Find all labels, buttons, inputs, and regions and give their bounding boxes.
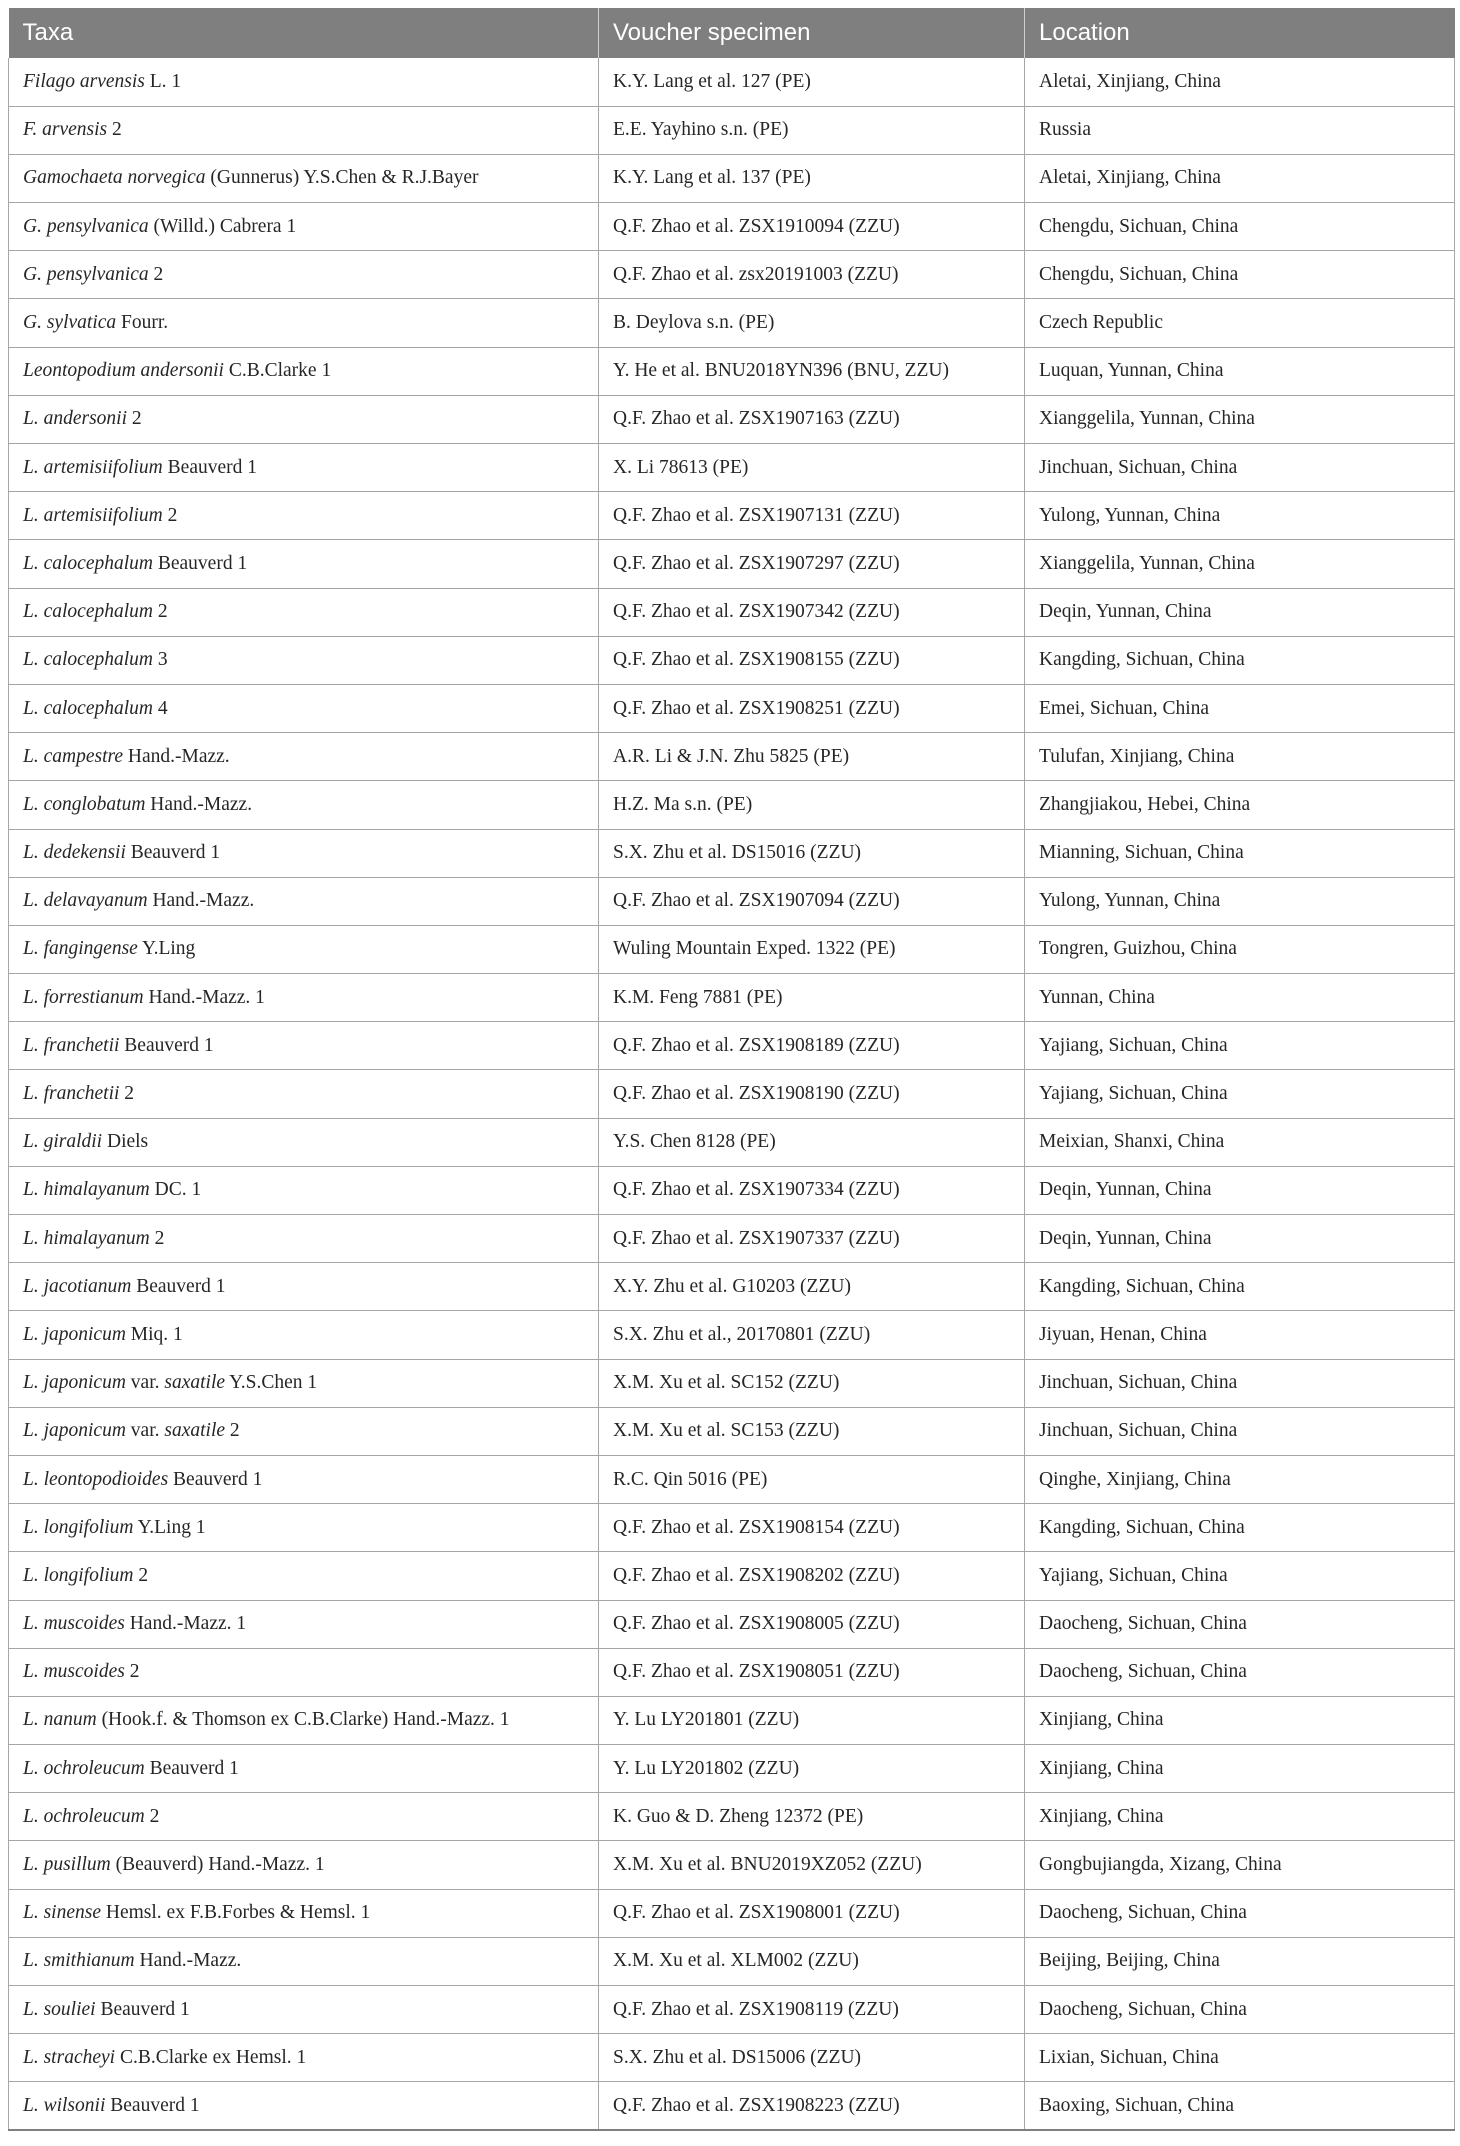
voucher-cell: X.M. Xu et al. SC152 (ZZU) [599, 1359, 1025, 1407]
taxa-cell [9, 1745, 599, 1793]
voucher-cell: R.C. Qin 5016 (PE) [599, 1455, 1025, 1503]
taxon-authority: Beauverd 1 [162, 456, 257, 478]
table-row [9, 1986, 1455, 2034]
taxon-name-italic: L. japonicum [23, 1323, 126, 1345]
specimen-table-container [8, 8, 1454, 2131]
voucher-cell: Q.F. Zhao et al. ZSX1907163 (ZZU) [599, 395, 1025, 443]
voucher-cell: Q.F. Zhao et al. zsx20191003 (ZZU) [599, 251, 1025, 299]
taxon-authority: 2 [148, 263, 164, 285]
taxa-cell [9, 299, 599, 347]
specimen-table [8, 8, 1455, 2131]
table-row [9, 2082, 1455, 2130]
table-row [9, 1455, 1455, 1503]
taxa-cell [9, 877, 599, 925]
table-row [9, 106, 1455, 154]
location-cell: Yulong, Yunnan, China [1025, 877, 1455, 925]
location-cell: Jiyuan, Henan, China [1025, 1311, 1455, 1359]
location-cell: Jinchuan, Sichuan, China [1025, 444, 1455, 492]
table-row [9, 829, 1455, 877]
taxon-name-italic: L. jacotianum [23, 1275, 132, 1297]
taxon-name-italic: L. ochroleucum [23, 1805, 145, 1827]
table-row [9, 925, 1455, 973]
taxon-authority: 2 [152, 601, 168, 623]
taxa-cell [9, 1889, 599, 1937]
taxa-cell [9, 1022, 599, 1070]
taxon-authority: Beauverd 1 [131, 1275, 226, 1297]
table-row [9, 1841, 1455, 1889]
location-cell: Baoxing, Sichuan, China [1025, 2082, 1455, 2130]
taxa-cell [9, 829, 599, 877]
table-row [9, 251, 1455, 299]
taxon-name-italic: L. franchetii [23, 1083, 120, 1105]
taxa-cell [9, 925, 599, 973]
taxa-cell [9, 492, 599, 540]
taxon-name-italic: L. artemisiifolium [23, 456, 163, 478]
taxa-cell [9, 203, 599, 251]
taxon-authority: Miq. 1 [125, 1323, 183, 1345]
taxon-name-italic: L. fangingense [23, 938, 138, 960]
location-cell: Gongbujiangda, Xizang, China [1025, 1841, 1455, 1889]
taxon-name-italic: L. longifolium [23, 1564, 134, 1586]
voucher-cell: K.M. Feng 7881 (PE) [599, 974, 1025, 1022]
taxa-cell [9, 540, 599, 588]
location-cell: Yulong, Yunnan, China [1025, 492, 1455, 540]
taxa-cell [9, 395, 599, 443]
voucher-cell: Q.F. Zhao et al. ZSX1908154 (ZZU) [599, 1504, 1025, 1552]
taxon-name-italic: L. giraldii [23, 1131, 103, 1153]
location-cell: Xianggelila, Yunnan, China [1025, 395, 1455, 443]
taxa-cell [9, 347, 599, 395]
voucher-cell: Q.F. Zhao et al. ZSX1907334 (ZZU) [599, 1166, 1025, 1214]
taxon-authority: 2 [127, 408, 142, 430]
table-row [9, 684, 1455, 732]
taxon-authority: 2 [225, 1420, 240, 1442]
table-row [9, 974, 1455, 1022]
location-cell: Qinghe, Xinjiang, China [1025, 1455, 1455, 1503]
taxon-name-italic: L. japonicum [23, 1420, 126, 1442]
table-row [9, 1022, 1455, 1070]
table-row [9, 1166, 1455, 1214]
taxa-cell [9, 1070, 599, 1118]
voucher-cell: X.M. Xu et al. BNU2019XZ052 (ZZU) [599, 1841, 1025, 1889]
taxa-cell [9, 1937, 599, 1985]
location-cell: Deqin, Yunnan, China [1025, 588, 1455, 636]
taxon-name-italic: L. wilsonii [23, 2094, 106, 2116]
location-cell: Xianggelila, Yunnan, China [1025, 540, 1455, 588]
taxon-name-italic: L. artemisiifolium [23, 504, 163, 526]
location-cell: Emei, Sichuan, China [1025, 684, 1455, 732]
taxon-authority: Y.S.Chen 1 [225, 1372, 318, 1394]
taxon-authority: (Gunnerus) Y.S.Chen & R.J.Bayer [205, 167, 479, 189]
voucher-cell: Q.F. Zhao et al. ZSX1907297 (ZZU) [599, 540, 1025, 588]
table-row [9, 1311, 1455, 1359]
location-cell: Yajiang, Sichuan, China [1025, 1022, 1455, 1070]
location-cell: Kangding, Sichuan, China [1025, 1504, 1455, 1552]
voucher-cell: Q.F. Zhao et al. ZSX1908119 (ZZU) [599, 1986, 1025, 2034]
taxon-name-italic: L. stracheyi [23, 2046, 116, 2068]
voucher-cell: S.X. Zhu et al. DS15016 (ZZU) [599, 829, 1025, 877]
taxon-authority: 2 [124, 1661, 140, 1683]
taxon-name-italic: L. sinense [23, 1902, 101, 1924]
taxon-authority: var. [125, 1420, 165, 1442]
taxa-cell [9, 444, 599, 492]
taxa-cell [9, 1841, 599, 1889]
taxon-name-italic: L. leontopodioides [23, 1468, 169, 1490]
location-cell: Luquan, Yunnan, China [1025, 347, 1455, 395]
taxon-name-italic: L. muscoides [23, 1613, 125, 1635]
voucher-cell: A.R. Li & J.N. Zhu 5825 (PE) [599, 733, 1025, 781]
taxa-cell [9, 1311, 599, 1359]
table-row [9, 1359, 1455, 1407]
location-cell: Xinjiang, China [1025, 1793, 1455, 1841]
taxa-cell [9, 1793, 599, 1841]
voucher-cell: S.X. Zhu et al., 20170801 (ZZU) [599, 1311, 1025, 1359]
header-location: Location [1025, 8, 1455, 58]
voucher-cell: Wuling Mountain Exped. 1322 (PE) [599, 925, 1025, 973]
taxa-cell [9, 636, 599, 684]
table-row [9, 299, 1455, 347]
table-row [9, 1504, 1455, 1552]
table-row [9, 1696, 1455, 1744]
voucher-cell: Q.F. Zhao et al. ZSX1907337 (ZZU) [599, 1215, 1025, 1263]
voucher-cell: S.X. Zhu et al. DS15006 (ZZU) [599, 2034, 1025, 2082]
location-cell: Czech Republic [1025, 299, 1455, 347]
header-taxa: Taxa [9, 8, 599, 58]
taxa-cell [9, 154, 599, 202]
location-cell: Chengdu, Sichuan, China [1025, 203, 1455, 251]
taxon-name-italic: F. arvensis [23, 119, 108, 141]
table-row [9, 1552, 1455, 1600]
taxon-name-italic: L. nanum [23, 1709, 97, 1731]
location-cell: Jinchuan, Sichuan, China [1025, 1359, 1455, 1407]
taxon-name-italic: Gamochaeta norvegica [23, 167, 206, 189]
taxa-cell [9, 1552, 599, 1600]
table-row [9, 1263, 1455, 1311]
location-cell: Deqin, Yunnan, China [1025, 1215, 1455, 1263]
taxa-cell [9, 1166, 599, 1214]
taxon-authority: Beauverd 1 [95, 1998, 190, 2020]
location-cell: Tongren, Guizhou, China [1025, 925, 1455, 973]
table-row [9, 1648, 1455, 1696]
taxa-cell [9, 1504, 599, 1552]
taxa-cell [9, 1600, 599, 1648]
table-row [9, 636, 1455, 684]
taxa-cell [9, 1263, 599, 1311]
voucher-cell: K.Y. Lang et al. 137 (PE) [599, 154, 1025, 202]
taxon-authority: Beauverd 1 [125, 842, 221, 864]
table-row [9, 1070, 1455, 1118]
header-row [9, 8, 1455, 58]
voucher-cell: K. Guo & D. Zheng 12372 (PE) [599, 1793, 1025, 1841]
taxon-authority: 2 [119, 1083, 135, 1105]
taxon-name-italic: saxatile [164, 1420, 226, 1442]
taxon-authority: 2 [133, 1564, 149, 1586]
voucher-cell: Y. Lu LY201802 (ZZU) [599, 1745, 1025, 1793]
taxon-name-italic: L. andersonii [23, 408, 128, 430]
voucher-cell: Q.F. Zhao et al. ZSX1907094 (ZZU) [599, 877, 1025, 925]
taxon-name-italic: L. himalayanum [23, 1179, 150, 1201]
taxon-name-italic: Leontopodium andersonii [23, 360, 224, 382]
location-cell: Xinjiang, China [1025, 1696, 1455, 1744]
taxon-name-italic: L. pusillum [23, 1854, 111, 1876]
taxon-name-italic: G. pensylvanica [23, 215, 149, 237]
voucher-cell: Y. He et al. BNU2018YN396 (BNU, ZZU) [599, 347, 1025, 395]
taxon-name-italic: L. dedekensii [23, 842, 126, 864]
taxon-authority: Hemsl. ex F.B.Forbes & Hemsl. 1 [101, 1902, 371, 1924]
taxon-authority: (Willd.) Cabrera 1 [148, 215, 297, 237]
location-cell: Deqin, Yunnan, China [1025, 1166, 1455, 1214]
location-cell: Beijing, Beijing, China [1025, 1937, 1455, 1985]
taxon-name-italic: L. conglobatum [23, 793, 146, 815]
table-body [9, 58, 1455, 2130]
voucher-cell: Q.F. Zhao et al. ZSX1907342 (ZZU) [599, 588, 1025, 636]
voucher-cell: E.E. Yayhino s.n. (PE) [599, 106, 1025, 154]
taxon-authority: Hand.-Mazz. [145, 793, 253, 815]
taxa-cell [9, 1455, 599, 1503]
taxon-name-italic: L. forrestianum [23, 986, 144, 1008]
table-row [9, 203, 1455, 251]
taxon-name-italic: G. sylvatica [23, 312, 117, 334]
taxon-name-italic: L. calocephalum [23, 552, 153, 574]
voucher-cell: Q.F. Zhao et al. ZSX1908189 (ZZU) [599, 1022, 1025, 1070]
location-cell: Xinjiang, China [1025, 1745, 1455, 1793]
taxa-cell [9, 684, 599, 732]
location-cell: Tulufan, Xinjiang, China [1025, 733, 1455, 781]
taxa-cell [9, 1986, 599, 2034]
taxa-cell [9, 58, 599, 106]
voucher-cell: Q.F. Zhao et al. ZSX1908005 (ZZU) [599, 1600, 1025, 1648]
taxa-cell [9, 2034, 599, 2082]
taxon-authority: Hand.-Mazz. [134, 1950, 242, 1972]
voucher-cell: Q.F. Zhao et al. ZSX1910094 (ZZU) [599, 203, 1025, 251]
location-cell: Daocheng, Sichuan, China [1025, 1889, 1455, 1937]
taxa-cell [9, 733, 599, 781]
taxa-cell [9, 1696, 599, 1744]
taxon-name-italic: L. calocephalum [23, 697, 153, 719]
location-cell: Jinchuan, Sichuan, China [1025, 1407, 1455, 1455]
table-row [9, 1745, 1455, 1793]
taxa-cell [9, 2082, 599, 2130]
taxon-authority: var. [125, 1372, 165, 1394]
taxon-name-italic: L. muscoides [23, 1661, 125, 1683]
location-cell: Meixian, Shanxi, China [1025, 1118, 1455, 1166]
table-row [9, 1215, 1455, 1263]
taxon-name-italic: L. japonicum [23, 1372, 126, 1394]
taxon-authority: C.B.Clarke ex Hemsl. 1 [115, 2046, 307, 2068]
table-row [9, 733, 1455, 781]
taxon-authority: Beauverd 1 [144, 1757, 239, 1779]
taxon-authority: (Hook.f. & Thomson ex C.B.Clarke) Hand.-Mazz. 1 [96, 1709, 510, 1731]
taxon-name-italic: L. himalayanum [23, 1227, 150, 1249]
header-voucher-specimen: Voucher specimen [599, 8, 1025, 58]
taxon-authority: Diels [102, 1131, 149, 1153]
taxon-name-italic: L. franchetii [23, 1034, 120, 1056]
voucher-cell: Q.F. Zhao et al. ZSX1908202 (ZZU) [599, 1552, 1025, 1600]
location-cell: Chengdu, Sichuan, China [1025, 251, 1455, 299]
location-cell: Zhangjiakou, Hebei, China [1025, 781, 1455, 829]
table-row [9, 588, 1455, 636]
taxon-authority: 2 [107, 119, 122, 141]
taxon-authority: DC. 1 [149, 1179, 202, 1201]
location-cell: Mianning, Sichuan, China [1025, 829, 1455, 877]
voucher-cell: Q.F. Zhao et al. ZSX1908001 (ZZU) [599, 1889, 1025, 1937]
taxon-name-italic: L. calocephalum [23, 649, 153, 671]
taxa-cell [9, 974, 599, 1022]
voucher-cell: Q.F. Zhao et al. ZSX1908051 (ZZU) [599, 1648, 1025, 1696]
taxon-name-italic: G. pensylvanica [23, 263, 149, 285]
table-row [9, 347, 1455, 395]
taxa-cell [9, 106, 599, 154]
table-row [9, 2034, 1455, 2082]
voucher-cell: K.Y. Lang et al. 127 (PE) [599, 58, 1025, 106]
location-cell: Aletai, Xinjiang, China [1025, 58, 1455, 106]
taxa-cell [9, 1215, 599, 1263]
location-cell: Daocheng, Sichuan, China [1025, 1600, 1455, 1648]
location-cell: Lixian, Sichuan, China [1025, 2034, 1455, 2082]
taxon-authority: Beauverd 1 [105, 2094, 200, 2116]
table-row [9, 58, 1455, 106]
taxa-cell [9, 1648, 599, 1696]
taxon-authority: L. 1 [144, 70, 182, 92]
taxon-name-italic: L. delavayanum [23, 890, 148, 912]
voucher-cell: Y.S. Chen 8128 (PE) [599, 1118, 1025, 1166]
voucher-cell: Q.F. Zhao et al. ZSX1908223 (ZZU) [599, 2082, 1025, 2130]
voucher-cell: X.M. Xu et al. XLM002 (ZZU) [599, 1937, 1025, 1985]
voucher-cell: Q.F. Zhao et al. ZSX1908251 (ZZU) [599, 684, 1025, 732]
taxa-cell [9, 1359, 599, 1407]
taxa-cell [9, 588, 599, 636]
taxon-name-italic: saxatile [164, 1372, 226, 1394]
taxon-authority: Hand.-Mazz. [123, 745, 230, 767]
taxon-name-italic: L. souliei [23, 1998, 96, 2020]
table-row [9, 1118, 1455, 1166]
table-row [9, 1889, 1455, 1937]
taxon-authority: 4 [152, 697, 168, 719]
taxon-authority: C.B.Clarke 1 [223, 360, 332, 382]
table-row [9, 444, 1455, 492]
table-row [9, 395, 1455, 443]
location-cell: Yajiang, Sichuan, China [1025, 1070, 1455, 1118]
taxa-cell [9, 251, 599, 299]
voucher-cell: X.M. Xu et al. SC153 (ZZU) [599, 1407, 1025, 1455]
voucher-cell: B. Deylova s.n. (PE) [599, 299, 1025, 347]
voucher-cell: Q.F. Zhao et al. ZSX1908190 (ZZU) [599, 1070, 1025, 1118]
voucher-cell: X. Li 78613 (PE) [599, 444, 1025, 492]
taxon-name-italic: L. ochroleucum [23, 1757, 145, 1779]
taxon-name-italic: L. smithianum [23, 1950, 135, 1972]
table-row [9, 492, 1455, 540]
location-cell: Yunnan, China [1025, 974, 1455, 1022]
table-row [9, 1793, 1455, 1841]
taxa-cell [9, 1118, 599, 1166]
location-cell: Daocheng, Sichuan, China [1025, 1986, 1455, 2034]
table-row [9, 540, 1455, 588]
taxon-authority: (Beauverd) Hand.-Mazz. 1 [110, 1854, 325, 1876]
taxon-authority: Hand.-Mazz. [147, 890, 255, 912]
voucher-cell: H.Z. Ma s.n. (PE) [599, 781, 1025, 829]
taxon-authority: Beauverd 1 [119, 1034, 214, 1056]
location-cell: Yajiang, Sichuan, China [1025, 1552, 1455, 1600]
taxon-authority: Hand.-Mazz. 1 [143, 986, 265, 1008]
location-cell: Daocheng, Sichuan, China [1025, 1648, 1455, 1696]
taxon-authority: Hand.-Mazz. 1 [124, 1613, 247, 1635]
table-row [9, 154, 1455, 202]
taxon-authority: 2 [149, 1227, 165, 1249]
table-row [9, 1407, 1455, 1455]
taxon-authority: 2 [144, 1805, 160, 1827]
taxon-authority: Fourr. [116, 312, 169, 334]
table-row [9, 1937, 1455, 1985]
location-cell: Kangding, Sichuan, China [1025, 1263, 1455, 1311]
taxon-authority: 2 [162, 504, 178, 526]
taxon-name-italic: L. longifolium [23, 1516, 134, 1538]
table-row [9, 877, 1455, 925]
taxa-cell [9, 781, 599, 829]
table-header [9, 8, 1455, 58]
voucher-cell: Q.F. Zhao et al. ZSX1908155 (ZZU) [599, 636, 1025, 684]
taxon-authority: Y.Ling 1 [133, 1516, 206, 1538]
location-cell: Kangding, Sichuan, China [1025, 636, 1455, 684]
voucher-cell: X.Y. Zhu et al. G10203 (ZZU) [599, 1263, 1025, 1311]
taxon-authority: Beauverd 1 [168, 1468, 263, 1490]
taxon-name-italic: Filago arvensis [23, 70, 145, 92]
taxon-name-italic: L. campestre [23, 745, 124, 767]
taxa-cell [9, 1407, 599, 1455]
location-cell: Aletai, Xinjiang, China [1025, 154, 1455, 202]
taxon-authority: Beauverd 1 [152, 552, 248, 574]
location-cell: Russia [1025, 106, 1455, 154]
table-row [9, 781, 1455, 829]
taxon-authority: 3 [152, 649, 168, 671]
table-row [9, 1600, 1455, 1648]
taxon-authority: Y.Ling [137, 938, 196, 960]
voucher-cell: Y. Lu LY201801 (ZZU) [599, 1696, 1025, 1744]
taxon-name-italic: L. calocephalum [23, 601, 153, 623]
voucher-cell: Q.F. Zhao et al. ZSX1907131 (ZZU) [599, 492, 1025, 540]
